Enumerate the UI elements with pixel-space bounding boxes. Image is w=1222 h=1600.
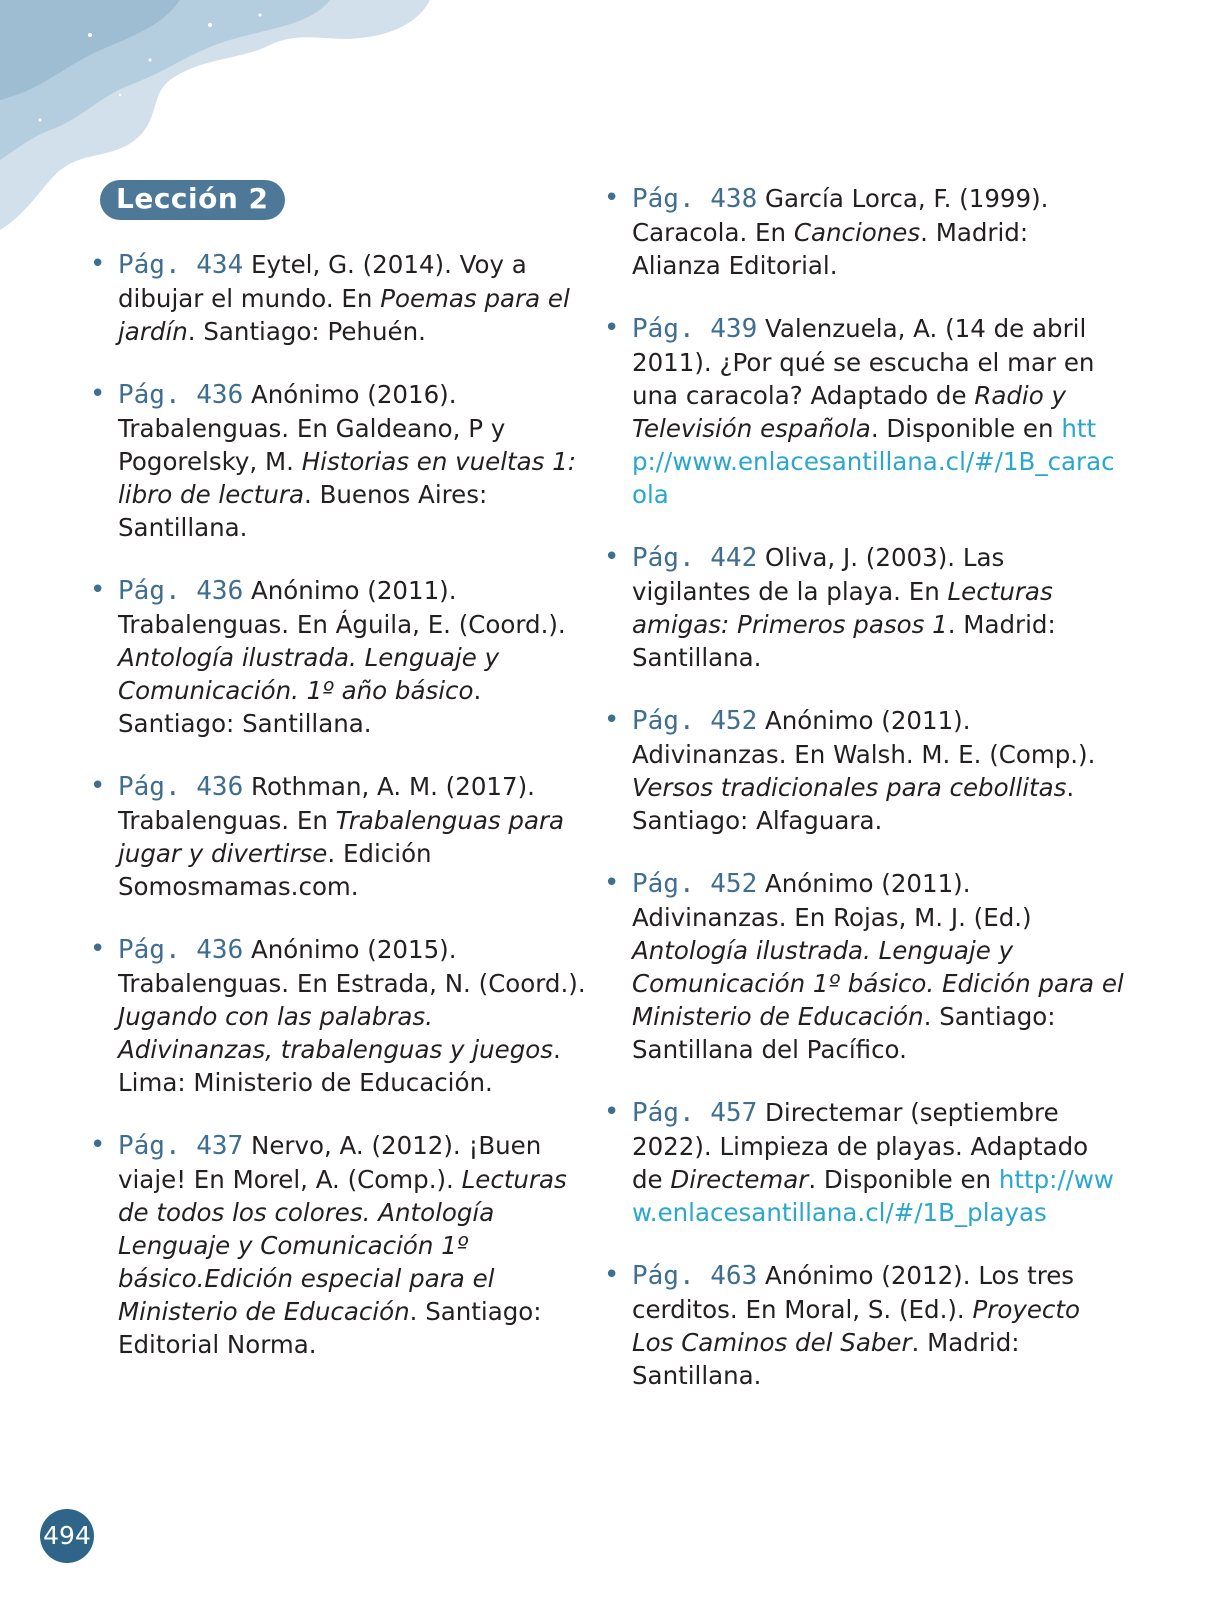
reference-text: . Edición Somosmamas.com. [118, 839, 432, 901]
reference-item [604, 541, 1124, 674]
reference-text: Anónimo (2015). Trabalenguas. En Estrada, N. (Coord.). [118, 935, 586, 998]
reference-title: Antología ilustrada. Lenguaje y Comunicación. 1º año básico [118, 643, 500, 705]
page-reference: Pág. 436 [118, 576, 244, 606]
reference-title: Jugando con las palabras. Adivinanzas, trabalenguas y juegos [118, 1002, 554, 1064]
reference-item [90, 378, 590, 544]
bullet-icon: • [90, 771, 106, 801]
bullet-icon: • [604, 1260, 620, 1290]
reference-title: Poemas para el jardín [118, 284, 570, 346]
page-reference: Pág. 436 [118, 935, 244, 965]
page-reference: Pág. 457 [632, 1098, 758, 1128]
page-reference: Pág. 452 [632, 869, 758, 899]
reference-title: Lecturas amigas: Primeros pasos 1 [632, 577, 1053, 639]
reference-title: Historias en vueltas 1: libro de lectura [118, 447, 577, 509]
reference-text: Valenzuela, A. (14 de abril 2011). ¿Por qué se escucha el mar en una caracola? Adaptado de [632, 314, 1095, 410]
page-reference: Pág. 436 [118, 772, 244, 802]
reference-text: Oliva, J. (2003). Las vigilantes de la playa. En [632, 543, 1005, 606]
bullet-icon: • [90, 575, 106, 605]
reference-text: Anónimo (2012). Los tres cerditos. En Moral, S. (Ed.). [632, 1261, 1075, 1324]
reference-item [90, 1129, 590, 1361]
reference-title: Directemar [670, 1165, 809, 1194]
reference-text: . Santiago: Alfaguara. [632, 773, 1075, 835]
page-reference: Pág. 452 [632, 706, 758, 736]
bullet-icon: • [90, 379, 106, 409]
bullet-icon: • [90, 249, 106, 279]
reference-text: Anónimo (2011). Trabalenguas. En Águila, E. (Coord.). [118, 576, 566, 639]
page-reference: Pág. 439 [632, 314, 758, 344]
reference-text: Anónimo (2011). Adivinanzas. En Rojas, M. J. (Ed.) [632, 869, 1032, 932]
reference-link[interactable]: http://www.enlacesantillana.cl/#/1B_playas [632, 1165, 1114, 1227]
reference-text: . Disponible en [808, 1165, 999, 1194]
bullet-icon: • [604, 868, 620, 898]
reference-text: García Lorca, F. (1999). Caracola. En [632, 184, 1049, 247]
references-left-column [90, 248, 590, 1391]
reference-text: . Lima: Ministerio de Educación. [118, 1035, 561, 1097]
page-reference: Pág. 437 [118, 1131, 244, 1161]
page-number: 494 [40, 1509, 94, 1563]
reference-text: . Madrid: Alianza Editorial. [632, 218, 1029, 280]
reference-item [604, 312, 1124, 511]
reference-title: Radio y Televisión española [632, 381, 1066, 443]
bullet-icon: • [604, 1097, 620, 1127]
bullet-icon: • [604, 542, 620, 572]
bullet-icon: • [604, 705, 620, 735]
reference-item [90, 770, 590, 903]
page-reference: Pág. 438 [632, 184, 758, 214]
reference-text: Eytel, G. (2014). Voy a dibujar el mundo. En [118, 250, 527, 313]
page-reference: Pág. 436 [118, 380, 244, 410]
reference-text: . Santiago: Santillana del Pacífico. [632, 1002, 1056, 1064]
reference-text: . Madrid: Santillana. [632, 1328, 1020, 1390]
reference-text: Rothman, A. M. (2017). Trabalenguas. En [118, 772, 535, 835]
reference-text: Directemar (septiembre 2022). Limpieza de playas. Adaptado de [632, 1098, 1089, 1194]
reference-item [90, 574, 590, 740]
reference-item [604, 1259, 1124, 1392]
reference-title: Antología ilustrada. Lenguaje y Comunicación 1º básico. Edición para el Ministerio de Educación [632, 936, 1124, 1031]
reference-title: Canciones [793, 218, 921, 247]
reference-text: . Santiago: Editorial Norma. [118, 1297, 542, 1359]
reference-text: . Buenos Aires: Santillana. [118, 480, 488, 542]
page-reference: Pág. 463 [632, 1261, 758, 1291]
reference-title: Proyecto Los Caminos del Saber [632, 1295, 1080, 1357]
reference-item [604, 1096, 1124, 1229]
reference-text: Anónimo (2016). Trabalenguas. En Galdeano, P y Pogorelsky, M. [118, 380, 506, 476]
reference-item [604, 867, 1124, 1066]
reference-link[interactable]: http://www.enlacesantillana.cl/#/1B_caracola [632, 414, 1115, 509]
page-reference: Pág. 434 [118, 250, 244, 280]
reference-text: . Santiago: Pehuén. [187, 317, 426, 346]
page-reference: Pág. 442 [632, 543, 758, 573]
reference-item [90, 248, 590, 348]
lesson-badge: Lección 2 [100, 180, 285, 220]
reference-text: Nervo, A. (2012). ¡Buen viaje! En Morel, A. (Comp.). [118, 1131, 542, 1194]
reference-title: Trabalenguas para jugar y divertirse [118, 806, 565, 868]
reference-item [604, 182, 1124, 282]
reference-item [90, 933, 590, 1099]
reference-item [604, 704, 1124, 837]
bullet-icon: • [604, 183, 620, 213]
bullet-icon: • [604, 313, 620, 343]
bullet-icon: • [90, 934, 106, 964]
reference-text: . Madrid: Santillana. [632, 610, 1056, 672]
reference-title: Lecturas de todos los colores. Antología Lenguaje y Comunicación 1º básico.Edición especial para el Ministerio de Educación [118, 1165, 567, 1326]
reference-title: Versos tradicionales para cebollitas [632, 773, 1067, 802]
reference-text: Anónimo (2011). Adivinanzas. En Walsh. M. E. (Comp.). [632, 706, 1096, 769]
bullet-icon: • [90, 1130, 106, 1160]
reference-text: . Disponible en [870, 414, 1062, 443]
references-right-column [604, 182, 1124, 1422]
reference-text: . Santiago: Santillana. [118, 676, 482, 738]
